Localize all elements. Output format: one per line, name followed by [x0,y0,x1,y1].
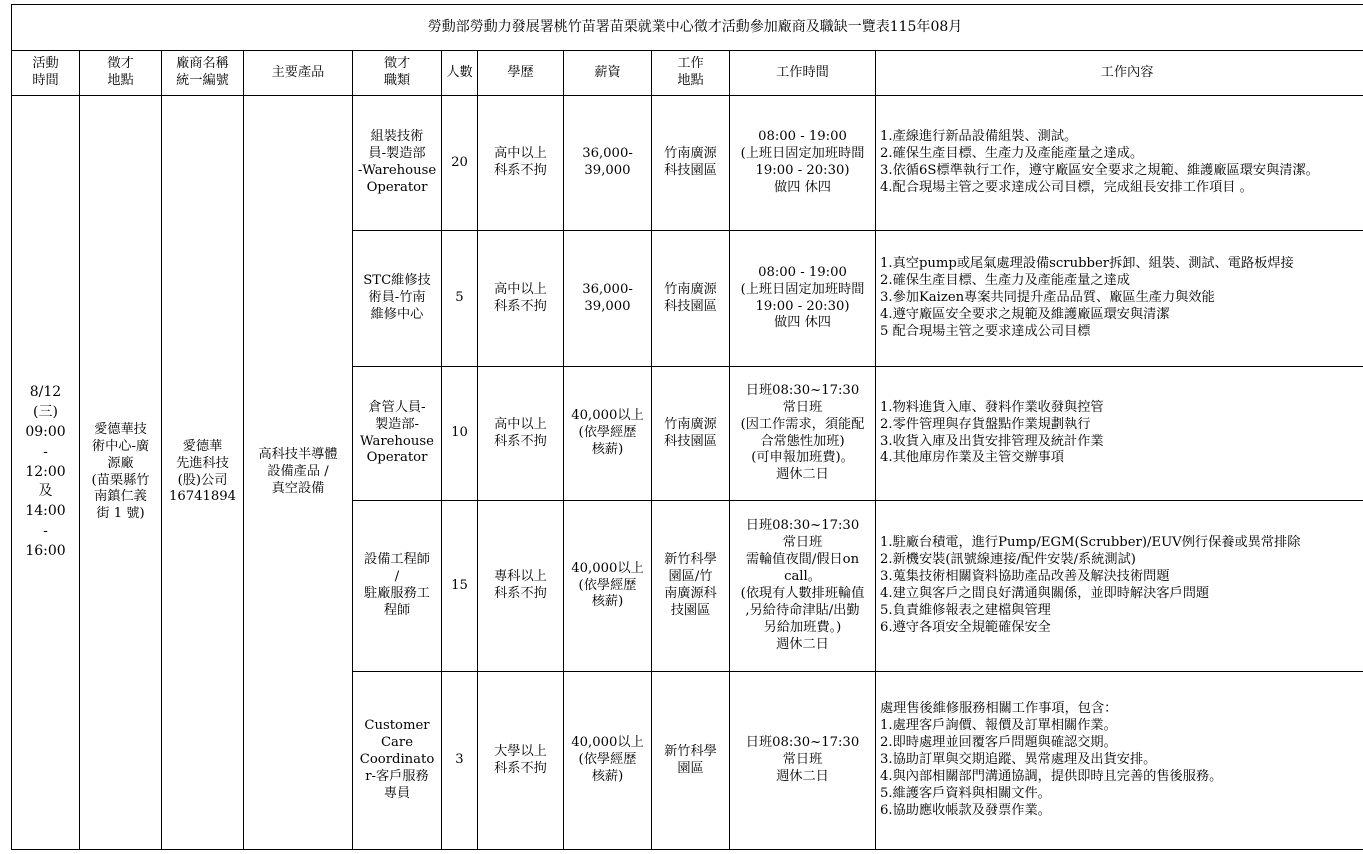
duty-line: 1.真空pump或尾氣處理設備scrubber拆卸、組裝、測試、電路板焊接 [880,256,1294,272]
header-product: 主要產品 [244,51,353,96]
job-count: 5 [442,231,478,367]
duty-line: 6.遵守各項安全規範確保安全 [880,619,1051,635]
duty-line: 5.負責維修報表之建檔與管理 [880,602,1051,618]
duty-line: 2.即時處理並回覆客戶問題與確認交期。 [880,735,1117,751]
event-place: 愛德華技 術中心-廣 源廠 (苗栗縣竹 南鎮仁義 街 1 號) [80,96,162,850]
header-row [12,51,1363,96]
duty-line: 5.維護客戶資料與相關文件。 [880,785,1051,801]
job-duties [876,96,1363,231]
duty-line: 1.物料進貨入庫、發料作業收發與控管 [880,399,1104,415]
job-hours: 08:00 - 19:00 (上班日固定加班時間 19:00 - 20:30) 做四 休四 [730,231,876,367]
job-duties [876,367,1363,501]
job-title: 組裝技術 員-製造部 -Warehouse Operator [353,96,442,231]
header-duties: 工作內容 [876,51,1363,96]
job-vacancy-table [11,4,1363,850]
duty-line: 2.零件管理與存貨盤點作業規劃執行 [880,416,1091,432]
job-location: 竹南廣源 科技園區 [652,367,730,501]
header-education: 學歷 [478,51,564,96]
job-count: 20 [442,96,478,231]
duty-line: 3.依循6S標準執行工作，遵守廠區安全要求之規範、維護廠區環安與清潔。 [880,163,1319,178]
duty-line: 3.收貨入庫及出貨安排管理及統計作業 [880,433,1104,449]
duty-line: 3.協助訂單與交期追蹤、異常處理及出貨安排。 [880,752,1157,768]
table-row [12,96,1363,231]
job-duties [876,501,1363,672]
job-hours: 日班08:30~17:30 常日班 需輪值夜間/假日on call。 (依現有人數排班輪值 ,另給待命津貼/出勤 另給加班費。) 週休二日 [730,501,876,672]
job-salary: 40,000以上 (依學經歷 核薪) [564,501,652,672]
duty-line: 2.確保生產目標、生產力及產能產量之達成 [880,273,1130,289]
duty-line: 處理售後維修服務相關工作事項，包含： [880,701,1118,717]
job-hours: 08:00 - 19:00 (上班日固定加班時間 19:00 - 20:30) 做四 休四 [730,96,876,231]
job-duties [876,231,1363,367]
duty-line: 6.協助應收帳款及發票作業。 [880,802,1051,818]
header-count: 人數 [442,51,478,96]
job-education: 高中以上 科系不拘 [478,96,564,231]
job-hours: 日班08:30~17:30 常日班 (因工作需求，須能配 合常態性加班) (可申報加班費)。 週休二日 [730,367,876,501]
job-location: 竹南廣源 科技園區 [652,231,730,367]
job-count: 15 [442,501,478,672]
header-hours: 工作時間 [730,51,876,96]
duty-line: 2.確保生產目標、生產力及產能產量之達成。 [880,146,1144,162]
job-title: Customer Care Coordinato r-客戶服務 專員 [353,672,442,850]
header-time: 活動 時間 [12,51,80,96]
duty-line: 4.其他庫房作業及主管交辦事項 [880,450,1065,466]
job-location: 竹南廣源 科技園區 [652,96,730,231]
job-education: 高中以上 科系不拘 [478,231,564,367]
duty-line: 4.建立與客戶之間良好溝通與關係，並即時解決客戶問題 [880,586,1210,601]
duty-line: 1.產線進行新品設備組裝、測試。 [880,129,1078,145]
duty-line: 1.駐廠台積電，進行Pump/EGM(Scrubber)/EUV例行保養或異常排除 [880,535,1301,551]
duty-line: 3.蒐集技術相關資料協助產品改善及解決技術問題 [880,569,1170,585]
duty-line: 1.處理客戶詢價、報價及訂單相關作業。 [880,718,1117,734]
header-job: 徵才 職類 [353,51,442,96]
main-product: 高科技半導體 設備產品 / 真空設備 [244,96,353,850]
job-hours: 日班08:30~17:30 常日班 週休二日 [730,672,876,850]
job-title: STC維修技 術員-竹南 維修中心 [353,231,442,367]
header-location: 工作 地點 [652,51,730,96]
header-salary: 薪資 [564,51,652,96]
job-duties [876,672,1363,850]
job-location: 新竹科學 園區/竹 南廣源科 技園區 [652,501,730,672]
job-count: 10 [442,367,478,501]
duty-line: 4.遵守廠區安全要求之規範及維護廠區環安與清潔 [880,306,1170,322]
job-location: 新竹科學 園區 [652,672,730,850]
duty-line: 5 配合現場主管之要求達成公司目標 [880,323,1091,339]
header-place: 徵才 地點 [80,51,162,96]
duty-line: 4.配合現場主管之要求達成公司目標，完成組長安排工作項目 。 [880,179,1253,195]
job-salary: 36,000- 39,000 [564,96,652,231]
job-salary: 36,000- 39,000 [564,231,652,367]
job-education: 專科以上 科系不拘 [478,501,564,672]
job-title: 倉管人員- 製造部- Warehouse Operator [353,367,442,501]
page-title: 勞動部勞動力發展署桃竹苗署苗栗就業中心徵才活動參加廠商及職缺一覽表115年08月 [12,5,1363,51]
job-salary: 40,000以上 (依學經歷 核薪) [564,672,652,850]
duty-line: 4.與內部相關部門溝通協調，提供即時且完善的售後服務。 [880,768,1223,784]
company-name-id: 愛德華 先進科技 (股)公司 16741894 [162,96,244,850]
job-salary: 40,000以上 (依學經歷 核薪) [564,367,652,501]
job-education: 高中以上 科系不拘 [478,367,564,501]
job-education: 大學以上 科系不拘 [478,672,564,850]
duty-line: 3.參加Kaizen專案共同提升產品品質、廠區生產力與效能 [880,290,1215,306]
event-time: 8/12 (三) 09:00 - 12:00 及 14:00 - 16:00 [12,96,80,850]
job-fair-sheet [11,4,1358,850]
job-title: 設備工程師 / 駐廠服務工 程師 [353,501,442,672]
duty-line: 2.新機安裝(訊號線連接/配件安裝/系統測試) [880,552,1136,568]
header-company: 廠商名稱 統一編號 [162,51,244,96]
job-count: 3 [442,672,478,850]
